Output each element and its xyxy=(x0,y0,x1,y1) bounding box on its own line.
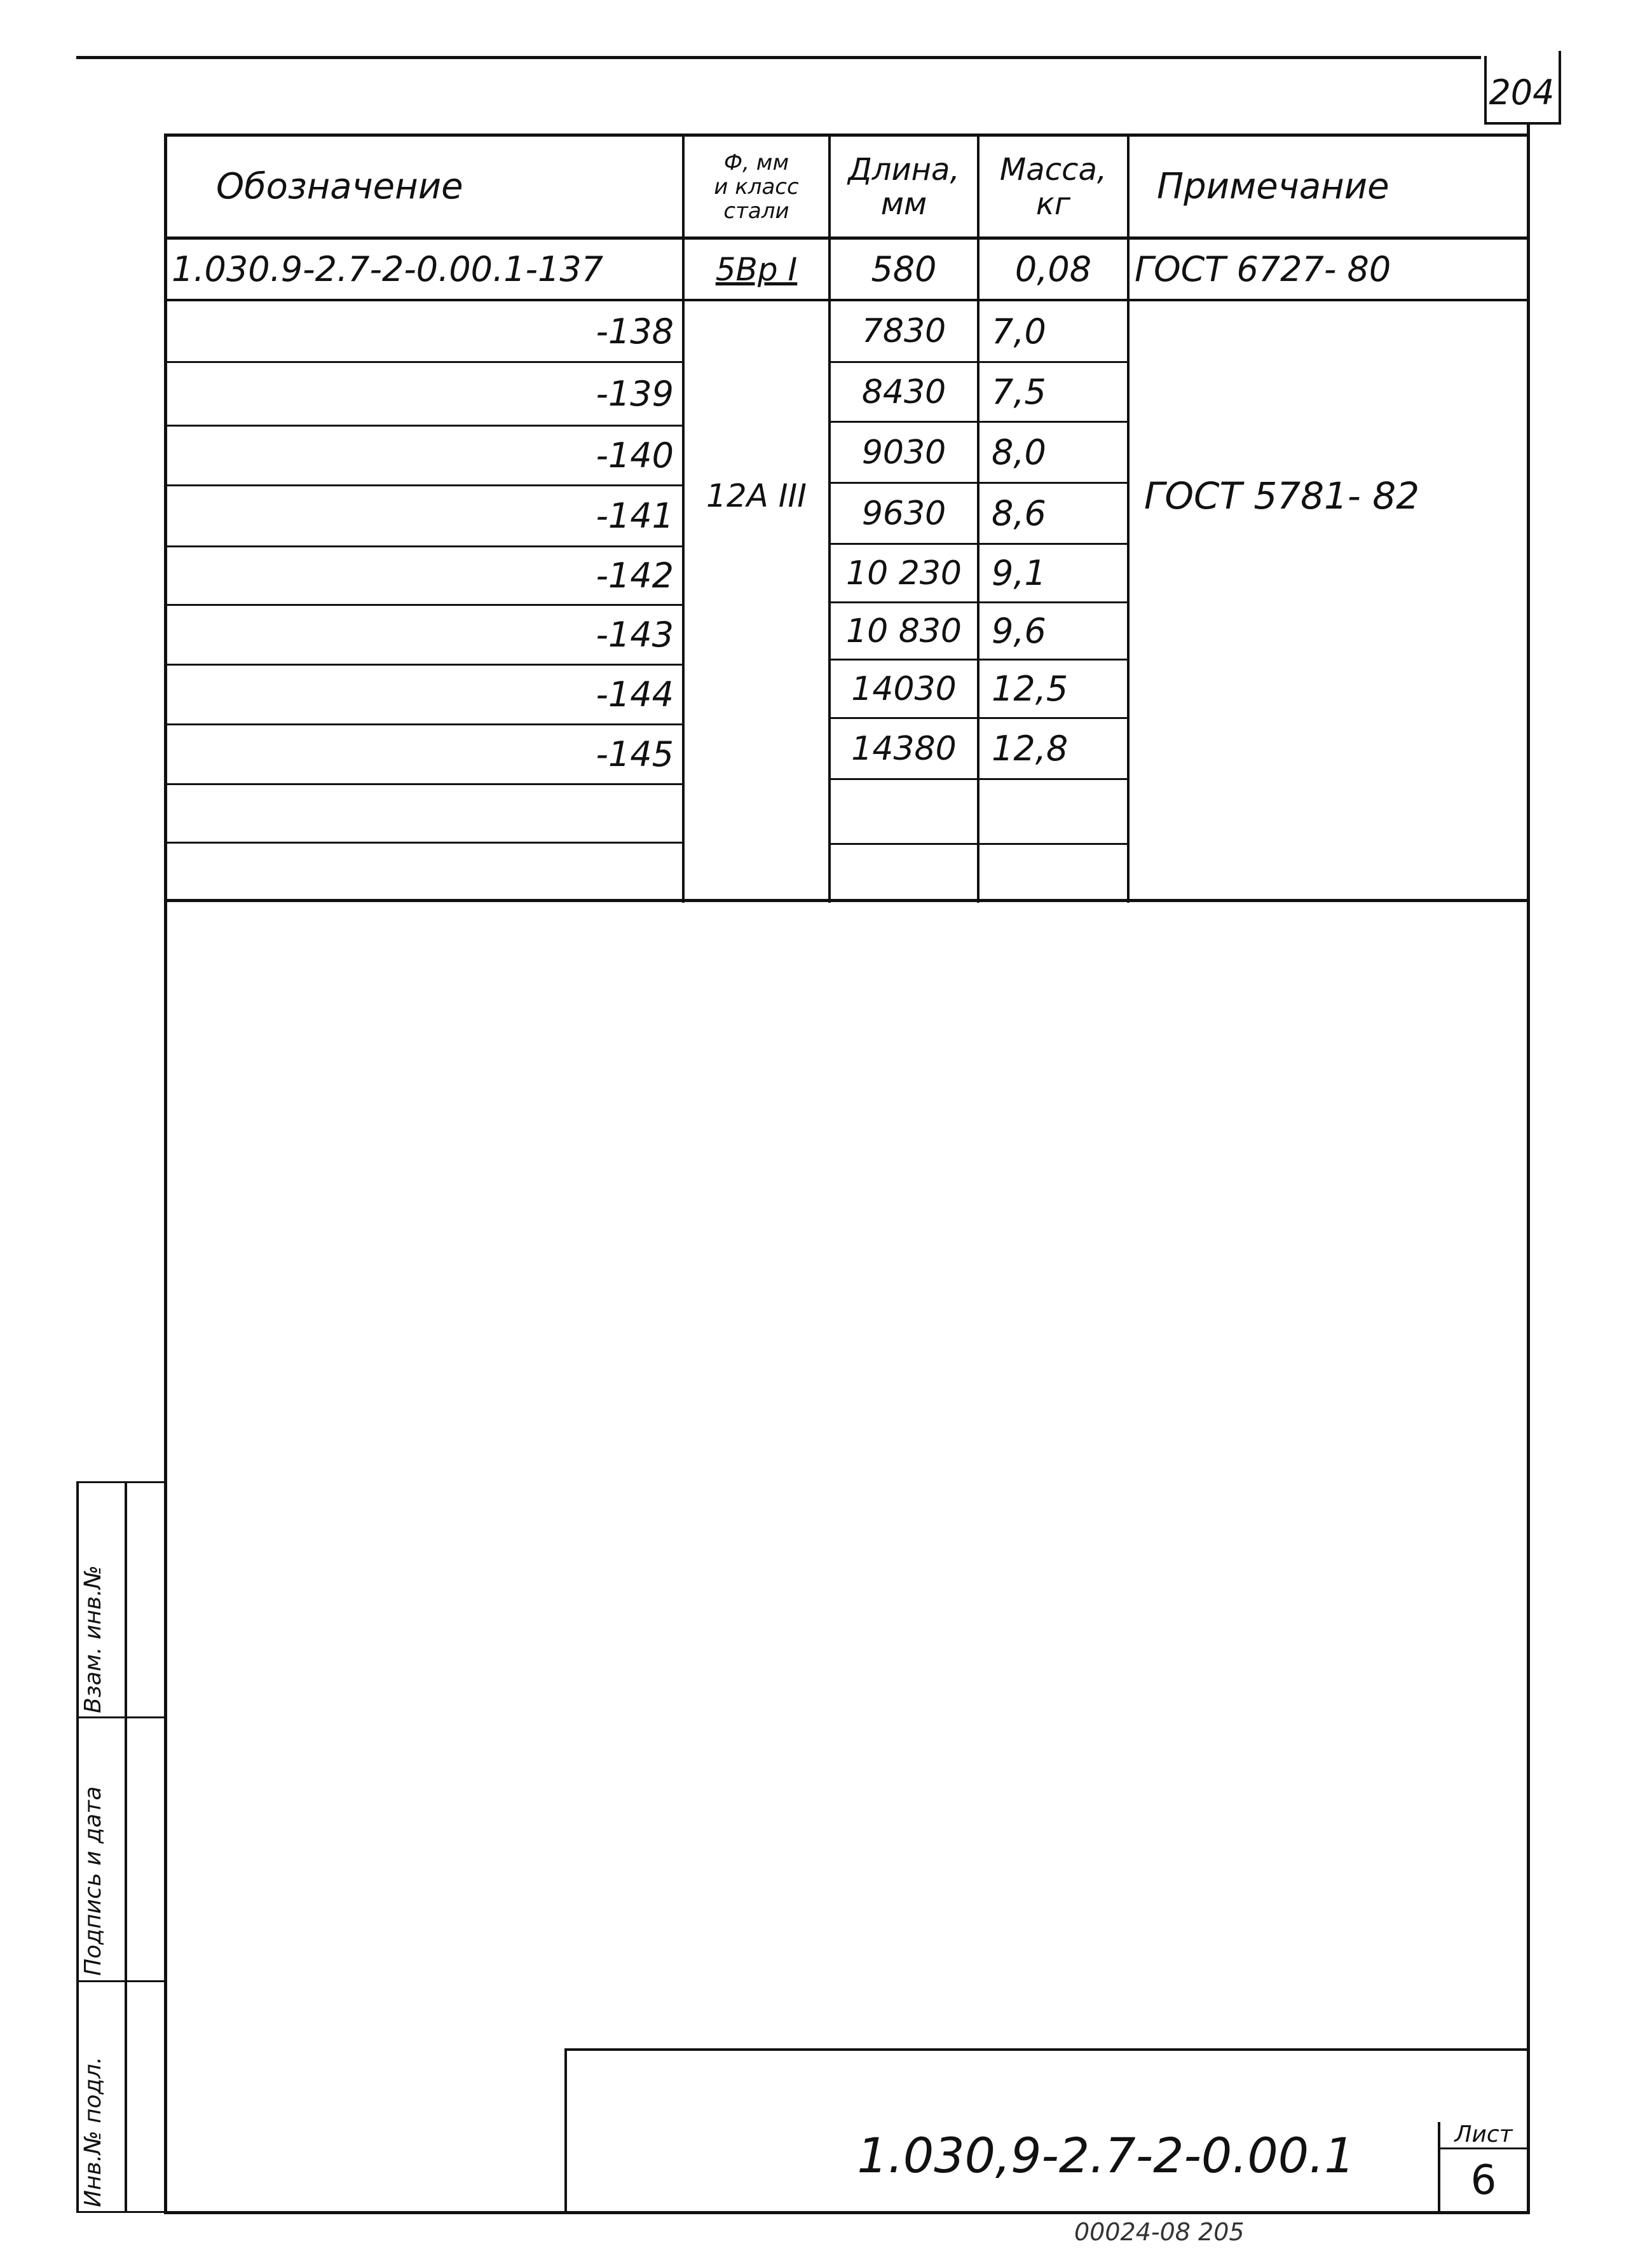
header-diameter-line1: Ф, мм xyxy=(723,149,789,175)
row-mass: 12,8 xyxy=(992,729,1068,769)
row-mass: 8,0 xyxy=(992,432,1046,472)
row-designation: -139 xyxy=(596,374,674,414)
row-mass: 12,5 xyxy=(992,669,1068,709)
frame-right xyxy=(1527,125,1530,2214)
frame-bottom xyxy=(164,2211,1530,2214)
frame-left xyxy=(164,135,167,2214)
row-mass: 9,1 xyxy=(992,553,1046,593)
row-designation: 1.030.9-2.7-2-0.00.1-137 xyxy=(172,249,604,289)
row-designation: -144 xyxy=(596,675,674,715)
row-designation: -143 xyxy=(596,615,674,655)
merged-note: ГОСТ 5781- 82 xyxy=(1144,474,1420,517)
row-length: 9630 xyxy=(861,494,946,533)
row-length: 9030 xyxy=(861,433,946,472)
header-diameter-line3: стали xyxy=(723,198,789,224)
page-number-box-bottom xyxy=(1484,122,1561,125)
side-stamp-sep xyxy=(76,1481,165,1483)
header-mass xyxy=(980,137,1127,236)
left-row-line xyxy=(164,783,683,785)
row-designation: -140 xyxy=(596,435,674,476)
header-length-line2: мм xyxy=(880,186,927,222)
side-stamp-bottom xyxy=(76,2211,165,2213)
title-code: 1.030,9-2.7-2-0.00.1 xyxy=(857,2126,1355,2184)
side-stamp-sep xyxy=(76,1716,165,1718)
row-length: 10 230 xyxy=(846,554,962,592)
side-stamp-left xyxy=(76,1481,79,2212)
header-designation: Обозначение xyxy=(216,166,463,207)
row-designation: -138 xyxy=(596,311,674,352)
header-mass-line1: Масса, xyxy=(999,151,1107,188)
row-length: 580 xyxy=(871,249,937,289)
side-stamp-sep xyxy=(76,1980,165,1982)
header-note: Примечание xyxy=(1157,166,1389,207)
title-block-left xyxy=(564,2048,567,2212)
row-length: 14030 xyxy=(851,669,957,708)
row-designation: -145 xyxy=(596,734,674,774)
row-mass: 7,0 xyxy=(992,311,1046,352)
row-mass: 8,6 xyxy=(992,493,1046,533)
mid-row-line xyxy=(829,778,1128,780)
page-number: 204 xyxy=(1489,72,1555,113)
row-length: 14380 xyxy=(851,729,957,768)
row-mass: 9,6 xyxy=(992,611,1046,651)
side-stamp-inv-podl: Инв.№ подл. xyxy=(80,2057,106,2207)
title-block-top xyxy=(566,2048,1528,2051)
header-diameter xyxy=(685,137,828,236)
row-mass: 0,08 xyxy=(1014,249,1092,289)
side-stamp-vzam-inv: Взам. инв.№ xyxy=(80,1565,106,1713)
merged-diameter: 12А III xyxy=(706,477,807,514)
top-border xyxy=(76,56,1481,59)
row-designation: -141 xyxy=(596,496,674,536)
header-length-line1: Длина, xyxy=(848,151,960,188)
sheet-label: Лист xyxy=(1454,2121,1513,2147)
row-mass: 7,5 xyxy=(992,372,1046,412)
page-number-box-right xyxy=(1559,51,1561,123)
row-designation: -142 xyxy=(596,556,674,596)
header-mass-line2: кг xyxy=(1035,186,1071,222)
left-row-line xyxy=(164,842,683,844)
mid-row-line xyxy=(829,843,1128,845)
row-length: 7830 xyxy=(861,312,946,350)
row-note: ГОСТ 6727- 80 xyxy=(1135,249,1391,289)
row-diameter: 5Вр I xyxy=(715,250,798,288)
table-bottom xyxy=(164,899,1530,902)
header-diameter-line2: и класс xyxy=(714,174,799,200)
row-length: 10 830 xyxy=(846,612,962,650)
footer-note: 00024-08 205 xyxy=(1074,2218,1245,2246)
side-stamp-divider xyxy=(125,1481,127,2212)
sheet-number: 6 xyxy=(1470,2156,1497,2204)
header-length xyxy=(831,137,977,236)
side-stamp-podpis-data: Подпись и дата xyxy=(80,1786,106,1976)
col-line-4 xyxy=(1127,135,1130,903)
row-length: 8430 xyxy=(861,373,946,411)
